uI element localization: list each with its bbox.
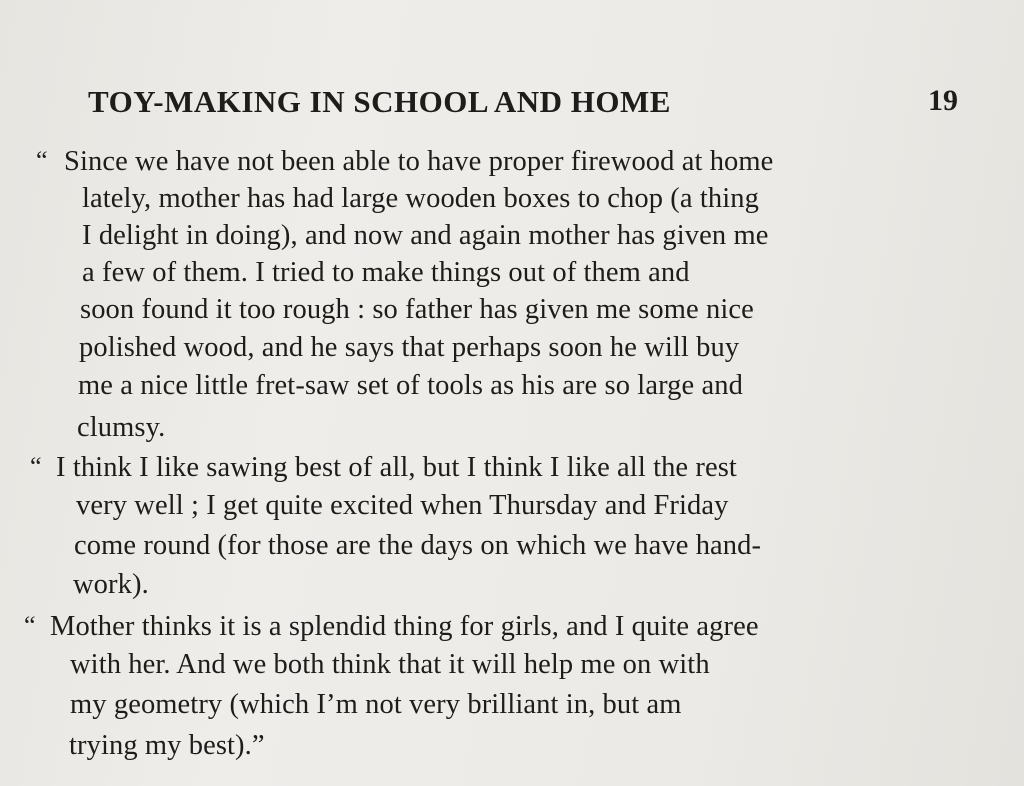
- text-line: Since we have not been able to have proper firewood at home: [64, 146, 774, 177]
- text-line: my geometry (which I’m not very brilliant in, but am: [70, 689, 682, 720]
- open-quote-mark: “: [36, 146, 48, 175]
- text-line: lately, mother has had large wooden boxes to chop (a thing: [82, 183, 759, 214]
- text-line: work).: [73, 569, 149, 600]
- text-line: I think I like sawing best of all, but I think I like all the rest: [56, 452, 737, 483]
- text-line: with her. And we both think that it will help me on with: [70, 649, 710, 680]
- text-line: polished wood, and he says that perhaps soon he will buy: [79, 332, 740, 363]
- text-line: a few of them. I tried to make things out of them and: [82, 257, 690, 288]
- text-line: soon found it too rough : so father has given me some nice: [80, 294, 754, 325]
- running-title: TOY-MAKING IN SCHOOL AND HOME: [88, 84, 671, 119]
- text-line: me a nice little fret-saw set of tools as his are so large and: [78, 370, 743, 401]
- text-line: come round (for those are the days on which we have hand-: [74, 530, 762, 561]
- text-line: clumsy.: [77, 412, 166, 443]
- text-line: trying my best).”: [69, 730, 265, 761]
- text-line: Mother thinks it is a splendid thing for girls, and I quite agree: [50, 611, 759, 642]
- open-quote-mark: “: [30, 452, 42, 481]
- open-quote-mark: “: [24, 611, 36, 640]
- running-header: [88, 84, 968, 124]
- text-line: I delight in doing), and now and again mother has given me: [82, 220, 769, 251]
- page-number: 19: [928, 84, 958, 117]
- text-line: very well ; I get quite excited when Thursday and Friday: [76, 490, 729, 521]
